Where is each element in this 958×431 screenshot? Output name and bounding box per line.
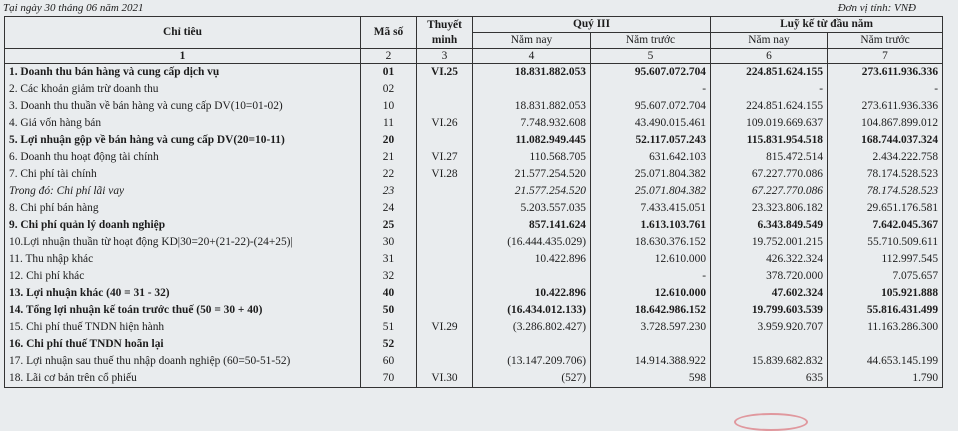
col-note-header: Thuyết minh	[417, 17, 473, 49]
row-note	[417, 200, 473, 217]
row-indicator: 15. Chi phí thuế TNDN hiện hành	[5, 319, 361, 336]
row-ytd-this-year: 15.839.682.832	[711, 353, 828, 370]
row-note	[417, 251, 473, 268]
row-quarter-this-year: (527)	[473, 370, 591, 388]
row-indicator: 8. Chi phí bán hàng	[5, 200, 361, 217]
row-note: VI.27	[417, 149, 473, 166]
table-row	[5, 149, 943, 166]
row-quarter-this-year: 5.203.557.035	[473, 200, 591, 217]
red-stamp-mark	[734, 413, 808, 431]
row-quarter-this-year: 857.141.624	[473, 217, 591, 234]
row-quarter-last-year: 14.914.388.922	[591, 353, 711, 370]
table-row	[5, 166, 943, 183]
row-note	[417, 234, 473, 251]
row-ytd-last-year: 29.651.176.581	[828, 200, 943, 217]
row-code: 10	[361, 98, 417, 115]
row-ytd-this-year: 6.343.849.549	[711, 217, 828, 234]
row-ytd-this-year: 378.720.000	[711, 268, 828, 285]
currency-unit: Đơn vị tính: VNĐ	[837, 2, 916, 14]
row-code: 31	[361, 251, 417, 268]
row-code: 02	[361, 81, 417, 98]
row-ytd-last-year: 1.790	[828, 370, 943, 388]
row-ytd-this-year: 67.227.770.086	[711, 183, 828, 200]
row-code: 21	[361, 149, 417, 166]
row-ytd-last-year	[828, 336, 943, 353]
row-quarter-last-year: -	[591, 81, 711, 98]
row-ytd-last-year: 11.163.286.300	[828, 319, 943, 336]
row-note	[417, 183, 473, 200]
row-code: 52	[361, 336, 417, 353]
row-quarter-this-year: 18.831.882.053	[473, 64, 591, 82]
row-note	[417, 81, 473, 98]
row-ytd-last-year: 168.744.037.324	[828, 132, 943, 149]
report-date: Tại ngày 30 tháng 06 năm 2021	[3, 2, 144, 14]
row-quarter-last-year: 7.433.415.051	[591, 200, 711, 217]
row-ytd-last-year: 2.434.222.758	[828, 149, 943, 166]
table-row	[5, 217, 943, 234]
row-code: 30	[361, 234, 417, 251]
col-ytd-last-year: Năm trước	[828, 33, 943, 49]
row-code: 32	[361, 268, 417, 285]
row-ytd-this-year: 224.851.624.155	[711, 64, 828, 82]
row-code: 23	[361, 183, 417, 200]
row-quarter-this-year: 11.082.949.445	[473, 132, 591, 149]
table-row	[5, 302, 943, 319]
row-ytd-this-year: 635	[711, 370, 828, 388]
row-quarter-last-year: 43.490.015.461	[591, 115, 711, 132]
row-ytd-last-year: 104.867.899.012	[828, 115, 943, 132]
row-ytd-this-year	[711, 336, 828, 353]
row-indicator: 2. Các khoản giảm trừ doanh thu	[5, 81, 361, 98]
row-code: 70	[361, 370, 417, 388]
row-ytd-this-year: 115.831.954.518	[711, 132, 828, 149]
table-row	[5, 268, 943, 285]
row-quarter-last-year: 631.642.103	[591, 149, 711, 166]
row-ytd-last-year: 273.611.936.336	[828, 64, 943, 82]
col-ytd-this-year: Năm nay	[711, 33, 828, 49]
income-statement-table	[4, 16, 943, 388]
col-code-header: Mã số	[361, 17, 417, 49]
table-row	[5, 200, 943, 217]
row-note	[417, 268, 473, 285]
row-note	[417, 302, 473, 319]
col-index: 4	[473, 49, 591, 64]
row-quarter-this-year: 18.831.882.053	[473, 98, 591, 115]
row-ytd-last-year: 7.642.045.367	[828, 217, 943, 234]
row-note: VI.25	[417, 64, 473, 82]
row-quarter-this-year	[473, 268, 591, 285]
row-note: VI.28	[417, 166, 473, 183]
row-quarter-this-year: 10.422.896	[473, 285, 591, 302]
row-ytd-this-year: 224.851.624.155	[711, 98, 828, 115]
row-ytd-this-year: 67.227.770.086	[711, 166, 828, 183]
row-indicator: 6. Doanh thu hoạt động tài chính	[5, 149, 361, 166]
row-quarter-last-year: -	[591, 268, 711, 285]
table-row	[5, 183, 943, 200]
row-ytd-last-year: 55.816.431.499	[828, 302, 943, 319]
row-quarter-last-year: 1.613.103.761	[591, 217, 711, 234]
table-row	[5, 251, 943, 268]
row-quarter-last-year: 52.117.057.243	[591, 132, 711, 149]
row-quarter-last-year	[591, 336, 711, 353]
row-quarter-this-year	[473, 81, 591, 98]
table-row	[5, 370, 943, 388]
row-quarter-last-year: 598	[591, 370, 711, 388]
col-quarter-header: Quý III	[473, 17, 711, 33]
row-ytd-this-year: 3.959.920.707	[711, 319, 828, 336]
row-quarter-last-year: 12.610.000	[591, 251, 711, 268]
row-note	[417, 285, 473, 302]
row-code: 51	[361, 319, 417, 336]
row-note: VI.26	[417, 115, 473, 132]
row-indicator: 18. Lãi cơ bản trên cổ phiếu	[5, 370, 361, 388]
row-ytd-this-year: 19.752.001.215	[711, 234, 828, 251]
row-quarter-last-year: 95.607.072.704	[591, 64, 711, 82]
row-indicator: 17. Lợi nhuận sau thuế thu nhập doanh nghiệp (60=50-51-52)	[5, 353, 361, 370]
row-quarter-this-year: (13.147.209.706)	[473, 353, 591, 370]
row-code: 25	[361, 217, 417, 234]
row-quarter-last-year: 18.642.986.152	[591, 302, 711, 319]
row-code: 50	[361, 302, 417, 319]
row-quarter-this-year: 7.748.932.608	[473, 115, 591, 132]
col-index: 6	[711, 49, 828, 64]
row-note	[417, 98, 473, 115]
row-indicator: 5. Lợi nhuận gộp về bán hàng và cung cấp DV(20=10-11)	[5, 132, 361, 149]
row-indicator: 1. Doanh thu bán hàng và cung cấp dịch vụ	[5, 64, 361, 82]
row-ytd-this-year: 426.322.324	[711, 251, 828, 268]
row-ytd-this-year: 23.323.806.182	[711, 200, 828, 217]
row-indicator: 9. Chi phí quản lý doanh nghiệp	[5, 217, 361, 234]
row-quarter-last-year: 25.071.804.382	[591, 183, 711, 200]
row-ytd-this-year: 47.602.324	[711, 285, 828, 302]
col-index: 7	[828, 49, 943, 64]
row-code: 20	[361, 132, 417, 149]
row-indicator: 14. Tổng lợi nhuận kế toán trước thuế (50 = 30 + 40)	[5, 302, 361, 319]
col-quarter-last-year: Năm trước	[591, 33, 711, 49]
table-row	[5, 64, 943, 82]
row-quarter-last-year: 25.071.804.382	[591, 166, 711, 183]
row-note	[417, 132, 473, 149]
row-quarter-this-year: (16.434.012.133)	[473, 302, 591, 319]
row-code: 24	[361, 200, 417, 217]
row-code: 01	[361, 64, 417, 82]
row-ytd-last-year: 55.710.509.611	[828, 234, 943, 251]
row-note	[417, 353, 473, 370]
row-ytd-last-year: 112.997.545	[828, 251, 943, 268]
row-indicator: 7. Chi phí tài chính	[5, 166, 361, 183]
row-quarter-last-year: 3.728.597.230	[591, 319, 711, 336]
row-code: 22	[361, 166, 417, 183]
row-indicator: 11. Thu nhập khác	[5, 251, 361, 268]
row-indicator: 3. Doanh thu thuần về bán hàng và cung cấp DV(10=01-02)	[5, 98, 361, 115]
col-index: 5	[591, 49, 711, 64]
row-ytd-last-year: 44.653.145.199	[828, 353, 943, 370]
row-ytd-last-year: -	[828, 81, 943, 98]
row-note: VI.30	[417, 370, 473, 388]
row-note	[417, 217, 473, 234]
table-row	[5, 353, 943, 370]
row-ytd-this-year: 19.799.603.539	[711, 302, 828, 319]
row-quarter-this-year: (3.286.802.427)	[473, 319, 591, 336]
row-quarter-last-year: 95.607.072.704	[591, 98, 711, 115]
row-code: 40	[361, 285, 417, 302]
table-row	[5, 234, 943, 251]
row-ytd-last-year: 7.075.657	[828, 268, 943, 285]
table-row	[5, 115, 943, 132]
col-index: 1	[5, 49, 361, 64]
table-row	[5, 285, 943, 302]
row-quarter-last-year: 18.630.376.152	[591, 234, 711, 251]
row-indicator: Trong đó: Chi phí lãi vay	[5, 183, 361, 200]
table-row	[5, 132, 943, 149]
col-index: 3	[417, 49, 473, 64]
col-ytd-header: Luỹ kế từ đầu năm	[711, 17, 943, 33]
row-quarter-this-year	[473, 336, 591, 353]
row-quarter-this-year: 10.422.896	[473, 251, 591, 268]
col-index: 2	[361, 49, 417, 64]
table-row	[5, 81, 943, 98]
row-ytd-last-year: 78.174.528.523	[828, 183, 943, 200]
row-quarter-this-year: 110.568.705	[473, 149, 591, 166]
row-ytd-last-year: 105.921.888	[828, 285, 943, 302]
row-indicator: 10.Lợi nhuận thuần từ hoạt động KD|30=20+(21-22)-(24+25)|	[5, 234, 361, 251]
table-row	[5, 319, 943, 336]
row-note	[417, 336, 473, 353]
row-indicator: 4. Giá vốn hàng bán	[5, 115, 361, 132]
row-ytd-this-year: 109.019.669.637	[711, 115, 828, 132]
row-quarter-this-year: 21.577.254.520	[473, 166, 591, 183]
row-note: VI.29	[417, 319, 473, 336]
table-row	[5, 98, 943, 115]
row-ytd-last-year: 273.611.936.336	[828, 98, 943, 115]
col-indicator-header: Chỉ tiêu	[5, 17, 361, 49]
row-indicator: 13. Lợi nhuận khác (40 = 31 - 32)	[5, 285, 361, 302]
report-header	[3, 2, 916, 16]
col-quarter-this-year: Năm nay	[473, 33, 591, 49]
row-quarter-last-year: 12.610.000	[591, 285, 711, 302]
row-code: 60	[361, 353, 417, 370]
row-ytd-last-year: 78.174.528.523	[828, 166, 943, 183]
row-quarter-this-year: (16.444.435.029)	[473, 234, 591, 251]
row-code: 11	[361, 115, 417, 132]
table-row	[5, 336, 943, 353]
row-indicator: 12. Chi phí khác	[5, 268, 361, 285]
row-indicator: 16. Chi phí thuế TNDN hoãn lại	[5, 336, 361, 353]
row-ytd-this-year: -	[711, 81, 828, 98]
row-quarter-this-year: 21.577.254.520	[473, 183, 591, 200]
row-ytd-this-year: 815.472.514	[711, 149, 828, 166]
